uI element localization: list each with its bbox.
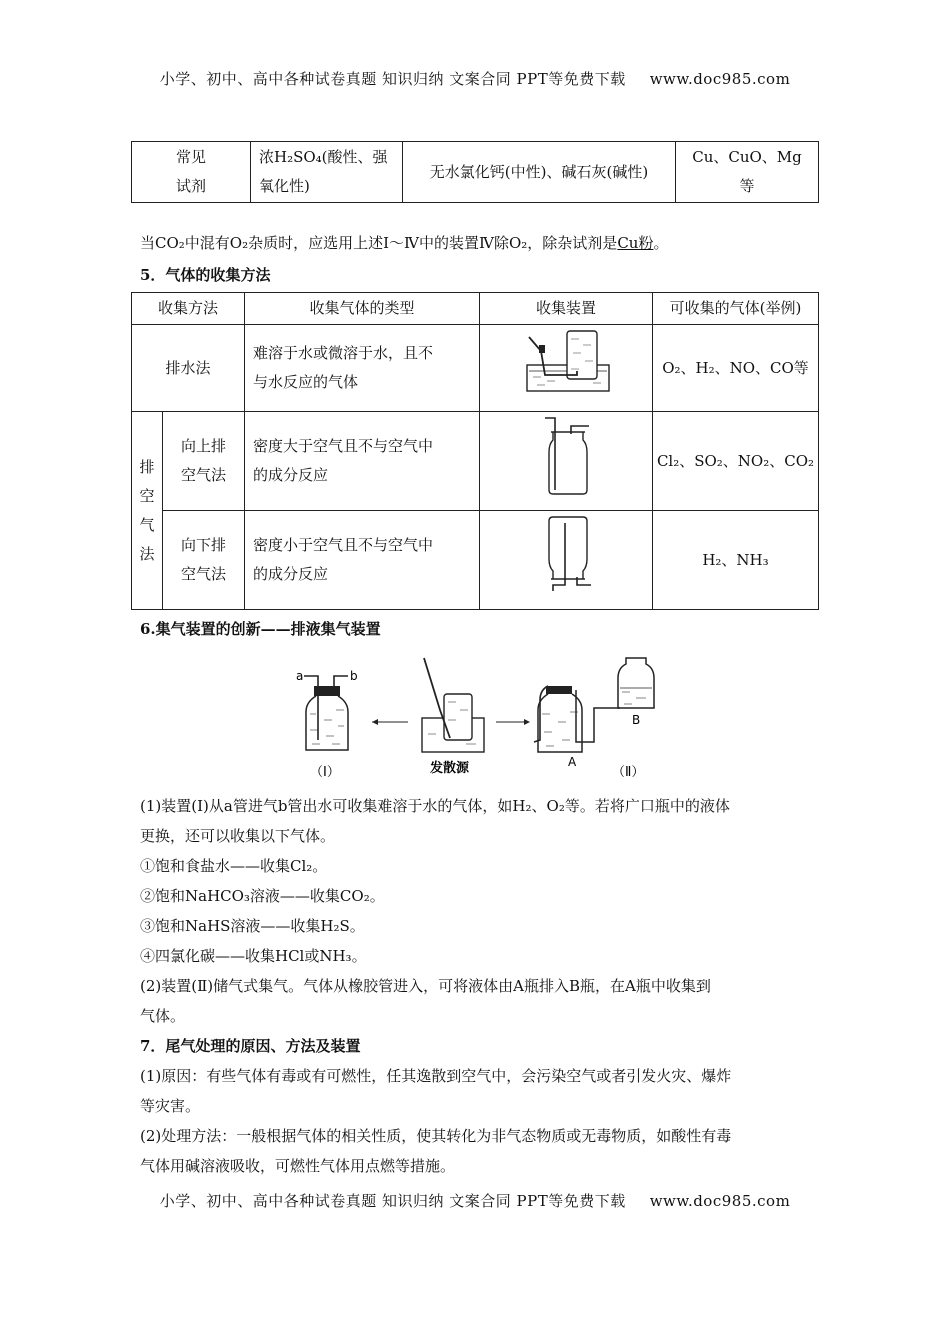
th-gases: 可收集的气体(举例)	[653, 293, 819, 325]
header-site: www.doc985.com	[649, 70, 791, 88]
type-water: 难溶于水或微溶于水，且不 与水反应的气体	[245, 325, 480, 412]
gases-downward: H₂、NH₃	[653, 511, 819, 610]
section5-title: 5．气体的收集方法	[140, 266, 271, 284]
label-source: 发散源	[430, 761, 470, 776]
item-4: ④四氯化碳——收集HCl或NH₃。	[140, 947, 367, 965]
downward-air-diagram	[481, 511, 651, 599]
section6-p1: (1)装置(Ⅰ)从a管进气b管出水可收集难溶于水的气体，如H₂、O₂等。若将广口瓶中的液体 更换，还可以收集以下气体。	[140, 797, 730, 845]
cell-drying-reagent: 无水氯化钙(中性)、碱石灰(碱性)	[403, 142, 676, 203]
section7-p2: (2)处理方法：一般根据气体的相关性质，使其转化为非气态物质或无毒物质，如酸性有毒 气体用碱溶液吸收，可燃性气体用点燃等措施。	[140, 1127, 732, 1175]
section6-p2: (2)装置(Ⅱ)储气式集气。气体从橡胶管进入，可将液体由A瓶排入B瓶，在A瓶中收集到 气体。	[140, 977, 711, 1025]
answer-cu: Cu粉	[617, 234, 654, 252]
label-a: a	[296, 669, 304, 683]
upward-air-diagram	[481, 412, 651, 500]
group-air: 排 空 气 法	[132, 412, 163, 610]
method-upward: 向上排 空气法	[163, 412, 245, 511]
header-text: 小学、初中、高中各种试卷真题 知识归纳 文案合同 PPT等免费下载	[159, 70, 626, 88]
page-footer	[0, 1190, 950, 1211]
footer-text: 小学、初中、高中各种试卷真题 知识归纳 文案合同 PPT等免费下载	[159, 1192, 626, 1210]
th-apparatus: 收集装置	[480, 293, 653, 325]
apparatus-upward	[480, 412, 653, 511]
collection-table	[131, 292, 819, 610]
type-downward: 密度小于空气且不与空气中 的成分反应	[245, 511, 480, 610]
type-upward: 密度大于空气且不与空气中 的成分反应	[245, 412, 480, 511]
liquid-displacement-figure	[290, 650, 830, 785]
label-II: （Ⅱ）	[612, 765, 645, 780]
gases-upward: Cl₂、SO₂、NO₂、CO₂	[653, 412, 819, 511]
item-1: ①饱和食盐水——收集Cl₂。	[140, 857, 328, 875]
row-label: 常见 试剂	[132, 142, 251, 203]
label-I: （Ⅰ）	[310, 765, 340, 780]
apparatus-water	[480, 325, 653, 412]
item-3: ③饱和NaHS溶液——收集H₂S。	[140, 917, 365, 935]
page-header	[0, 68, 950, 89]
item-2: ②饱和NaHCO₃溶液——收集CO₂。	[140, 887, 385, 905]
label-B: B	[632, 713, 641, 727]
method-downward: 向下排 空气法	[163, 511, 245, 610]
section6-title: 6.集气装置的创新——排液集气装置	[140, 620, 381, 638]
th-type: 收集气体的类型	[245, 293, 480, 325]
label-A: A	[568, 755, 577, 769]
cell-acid-reagent: 浓H₂SO₄(酸性、强 氧化性)	[251, 142, 403, 203]
co2-paragraph: 当CO₂中混有O₂杂质时，应选用上述Ⅰ～Ⅳ中的装置Ⅳ除O₂，除杂试剂是Cu粉。	[140, 234, 669, 252]
section7-p1: (1)原因：有些气体有毒或有可燃性，任其逸散到空气中，会污染空气或者引发火灾、爆炸 等灾害。	[140, 1067, 732, 1115]
cell-metal-reagent: Cu、CuO、Mg 等	[676, 142, 819, 203]
reagent-table	[131, 141, 819, 203]
footer-site: www.doc985.com	[649, 1192, 791, 1210]
label-b: b	[350, 669, 358, 683]
method-water: 排水法	[132, 325, 245, 412]
gases-water: O₂、H₂、NO、CO等	[653, 325, 819, 412]
apparatus-downward	[480, 511, 653, 610]
section7-title: 7．尾气处理的原因、方法及装置	[140, 1037, 361, 1055]
water-displacement-diagram	[481, 325, 651, 401]
th-method: 收集方法	[132, 293, 245, 325]
